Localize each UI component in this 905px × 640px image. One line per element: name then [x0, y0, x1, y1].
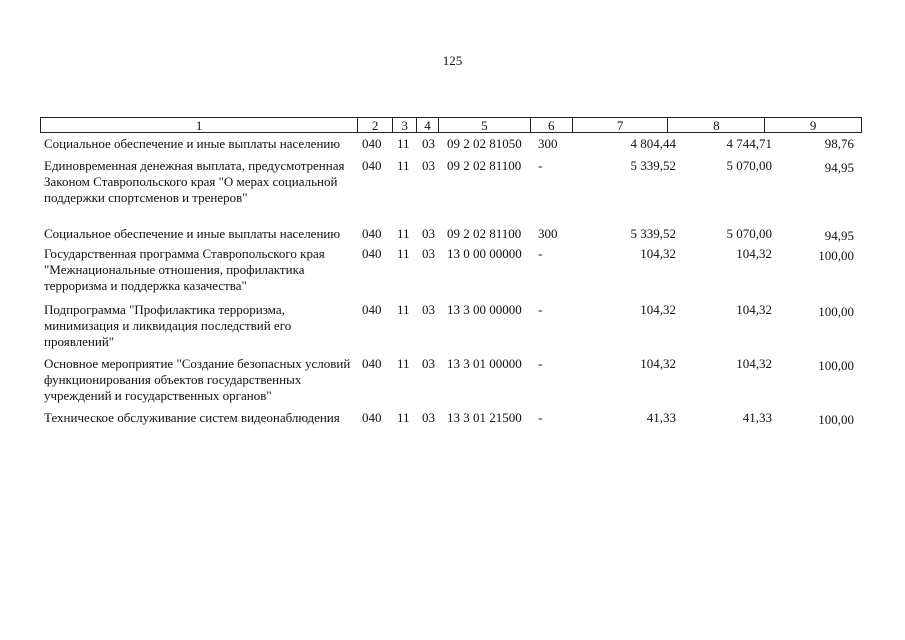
- header-col-9: 9: [809, 118, 817, 133]
- row-code-section: 11: [397, 410, 410, 425]
- row-value-col9: 94,95: [824, 228, 854, 243]
- row-code-section: 11: [397, 158, 410, 173]
- row-value-col9: 94,95: [824, 160, 854, 175]
- row-code-subsection: 03: [422, 302, 435, 317]
- row-code-expense-type: -: [538, 302, 543, 317]
- row-code-subsection: 03: [422, 158, 435, 173]
- table-row: [40, 226, 862, 242]
- header-col-3: 3: [393, 118, 417, 132]
- row-name: Социальное обеспечение и иные выплаты населению: [44, 226, 341, 241]
- row-value-col7: 104,32: [640, 246, 676, 261]
- header-col-8: 8: [668, 118, 765, 132]
- row-code-expense-type: -: [538, 158, 543, 173]
- row-code-ministry: 040: [362, 246, 382, 261]
- header-col-2: 2: [358, 118, 393, 132]
- row-code-target: 13 0 00 00000: [447, 246, 522, 261]
- row-code-section: 11: [397, 226, 410, 241]
- row-code-subsection: 03: [422, 410, 435, 425]
- row-code-section: 11: [397, 246, 410, 261]
- row-code-subsection: 03: [422, 136, 435, 151]
- table-row: [40, 356, 862, 404]
- header-col-7: 7: [573, 118, 669, 132]
- table-row: [40, 410, 862, 426]
- row-code-subsection: 03: [422, 356, 435, 371]
- row-value-col8: 5 070,00: [726, 226, 772, 241]
- row-code-ministry: 040: [362, 356, 382, 371]
- header-col-1: 1: [41, 118, 358, 132]
- row-name: Социальное обеспечение и иные выплаты населению: [44, 136, 341, 151]
- row-code-expense-type: -: [538, 410, 543, 425]
- row-value-col9: 100,00: [818, 304, 854, 319]
- row-code-target: 13 3 01 21500: [447, 410, 522, 425]
- row-name: Основное мероприятие "Создание безопасных условий функционирования объектов государственных учреждений и государственных органов": [44, 356, 351, 403]
- header-col-6: 6: [531, 118, 573, 132]
- row-code-section: 11: [397, 302, 410, 317]
- row-code-target: 09 2 02 81050: [447, 136, 522, 151]
- row-value-col7: 41,33: [646, 410, 676, 425]
- row-code-ministry: 040: [362, 302, 382, 317]
- row-value-col7: 4 804,44: [630, 136, 676, 151]
- row-value-col8: 104,32: [736, 356, 772, 371]
- row-code-section: 11: [397, 136, 410, 151]
- row-code-expense-type: -: [538, 246, 543, 261]
- row-value-col8: 104,32: [736, 302, 772, 317]
- table-row: [40, 158, 862, 206]
- row-code-expense-type: -: [538, 356, 543, 371]
- row-value-col7: 5 339,52: [630, 226, 676, 241]
- row-value-col8: 104,32: [736, 246, 772, 261]
- row-value-col9: 100,00: [818, 358, 854, 373]
- row-value-col9: 100,00: [818, 412, 854, 427]
- row-name: Подпрограмма "Профилактика терроризма, минимизация и ликвидация последствий его проявлений": [44, 302, 292, 349]
- page-number: 125: [442, 53, 463, 68]
- row-value-col7: 5 339,52: [630, 158, 676, 173]
- row-code-expense-type: 300: [538, 136, 558, 151]
- row-value-col9: 100,00: [818, 248, 854, 263]
- header-col-4: 4: [417, 118, 439, 132]
- table-row: [40, 246, 862, 294]
- row-name: Единовременная денежная выплата, предусмотренная Законом Ставропольского края "О мерах социальной поддержки спортсменов и тренеров": [44, 158, 345, 205]
- row-code-subsection: 03: [422, 226, 435, 241]
- row-value-col8: 4 744,71: [726, 136, 772, 151]
- row-value-col7: 104,32: [640, 302, 676, 317]
- row-name: Техническое обслуживание систем видеонаблюдения: [44, 410, 340, 425]
- table-row: [40, 302, 862, 350]
- row-code-target: 13 3 00 00000: [447, 302, 522, 317]
- row-code-section: 11: [397, 356, 410, 371]
- table-body: [40, 136, 862, 426]
- row-code-ministry: 040: [362, 136, 382, 151]
- row-code-ministry: 040: [362, 158, 382, 173]
- table-header: [40, 117, 862, 133]
- row-value-col8: 41,33: [742, 410, 772, 425]
- row-code-target: 13 3 01 00000: [447, 356, 522, 371]
- header-col-5: 5: [439, 118, 531, 132]
- row-code-ministry: 040: [362, 226, 382, 241]
- row-code-expense-type: 300: [538, 226, 558, 241]
- table-row: [40, 136, 862, 152]
- row-value-col7: 104,32: [640, 356, 676, 371]
- row-code-target: 09 2 02 81100: [447, 226, 522, 241]
- row-code-target: 09 2 02 81100: [447, 158, 522, 173]
- row-value-col8: 5 070,00: [726, 158, 772, 173]
- row-value-col9: 98,76: [824, 136, 854, 151]
- row-code-subsection: 03: [422, 246, 435, 261]
- row-code-ministry: 040: [362, 410, 382, 425]
- row-name: Государственная программа Ставропольского края "Межнациональные отношения, профилактика терроризма и поддержка казачества": [44, 246, 325, 293]
